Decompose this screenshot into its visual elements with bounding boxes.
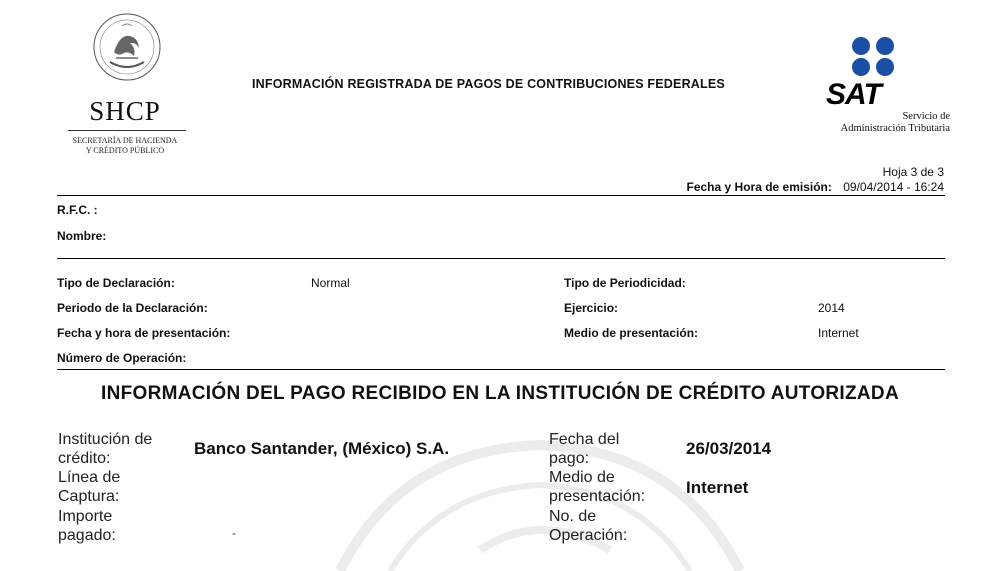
shcp-subtitle-line2: Y CRÉDITO PÚBLICO — [85, 146, 165, 155]
no-operacion-label — [549, 507, 627, 545]
sat-subtitle — [800, 111, 950, 135]
importe-label — [58, 507, 116, 545]
emission-value: 09/04/2014 - 16:24 — [843, 180, 944, 194]
no-operacion-label-line1: No. de — [549, 508, 597, 525]
tipo-declaracion-value: Normal — [311, 276, 350, 290]
fecha-pago-value: 26/03/2014 — [686, 439, 772, 458]
shcp-subtitle — [60, 136, 190, 156]
linea-label-line2: Captura: — [58, 488, 120, 505]
linea-captura-label — [58, 468, 120, 506]
institucion-label — [58, 430, 152, 468]
sat-logo-text: SAT — [826, 78, 881, 111]
sat-subtitle-line1: Servicio de — [902, 111, 950, 122]
institucion-label-line1: Institución de — [58, 431, 153, 448]
fecha-pago-label-line2: pago: — [549, 450, 590, 467]
divider-bottom — [57, 369, 945, 370]
mexico-seal-logo — [92, 12, 162, 82]
emission-date — [687, 180, 945, 194]
page-info: Hoja 3 de 3 — [882, 165, 944, 179]
divider-top — [57, 195, 945, 196]
institucion-label-line2: crédito: — [58, 450, 111, 467]
medio-presentacion-value: Internet — [818, 326, 859, 340]
medio-label-line1: Medio de — [549, 469, 615, 486]
fecha-presentacion-label: Fecha y hora de presentación: — [57, 326, 231, 340]
fecha-pago-label — [549, 430, 619, 468]
importe-label-line2: pagado: — [58, 527, 116, 544]
importe-label-line1: Importe — [58, 508, 113, 525]
shcp-subtitle-line1: SECRETARÍA DE HACIENDA — [72, 136, 178, 145]
numero-operacion-label: Número de Operación: — [57, 351, 187, 365]
ejercicio-label: Ejercicio: — [564, 301, 619, 315]
sat-subtitle-line2: Administración Tributaria — [840, 123, 950, 134]
nombre-label: Nombre: — [57, 229, 107, 243]
shcp-title: SHCP — [89, 96, 161, 126]
importe-value: - — [232, 526, 236, 540]
medio-pago-value: Internet — [686, 478, 749, 497]
periodo-label: Periodo de la Declaración: — [57, 301, 208, 315]
fecha-pago-label-line1: Fecha del — [549, 431, 620, 448]
shcp-divider — [68, 130, 186, 131]
ejercicio-value: 2014 — [818, 301, 845, 315]
medio-presentacion-label: Medio de presentación: — [564, 326, 699, 340]
rfc-label: R.F.C. : — [57, 203, 98, 217]
document-title: INFORMACIÓN REGISTRADA DE PAGOS DE CONTRIBUCIONES FEDERALES — [252, 77, 725, 91]
medio-label-line2: presentación: — [549, 488, 646, 505]
tipo-declaracion-label: Tipo de Declaración: — [57, 276, 175, 290]
payment-section-title: INFORMACIÓN DEL PAGO RECIBIDO EN LA INSTITUCIÓN DE CRÉDITO AUTORIZADA — [101, 383, 899, 404]
divider-middle — [57, 258, 945, 259]
sat-dots-icon — [850, 36, 896, 78]
no-operacion-label-line2: Operación: — [549, 527, 628, 544]
emission-label: Fecha y Hora de emisión: — [686, 180, 832, 194]
medio-pago-label — [549, 468, 645, 506]
institucion-value: Banco Santander, (México) S.A. — [194, 439, 450, 458]
linea-label-line1: Línea de — [58, 469, 121, 486]
tipo-periodicidad-label: Tipo de Periodicidad: — [564, 276, 686, 290]
